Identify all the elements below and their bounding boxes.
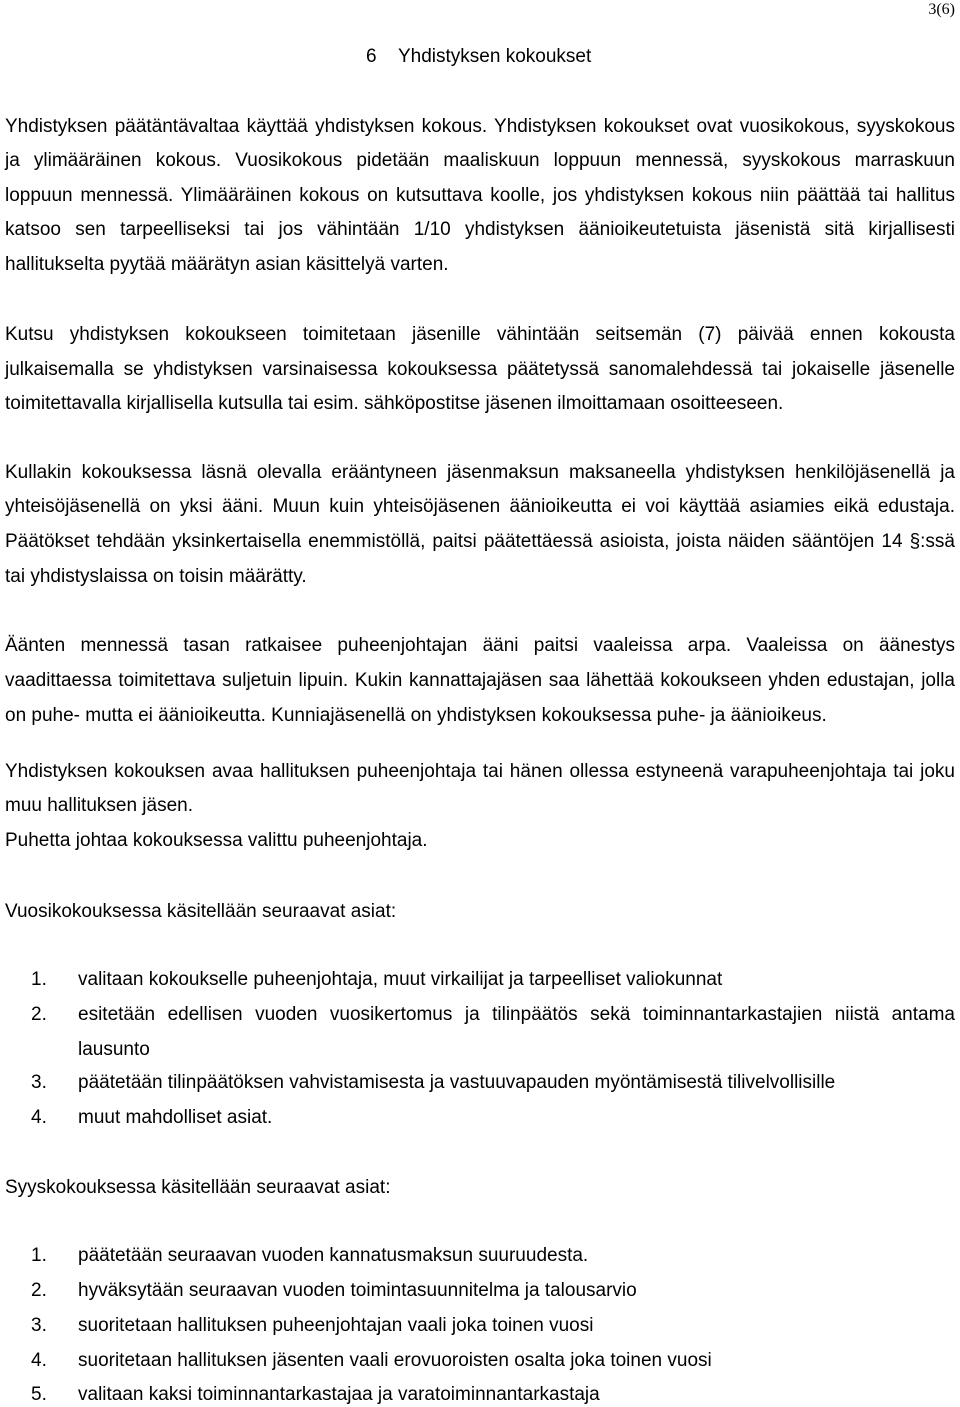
annual-item-2-text-line-2: lausunto xyxy=(78,1039,150,1060)
autumn-meeting-heading: Syyskokouksessa käsitellään seuraavat asiat: xyxy=(5,1177,391,1198)
paragraph-3-line-3: Päätökset tehdään yksinkertaisella enemmistöllä, paitsi päätettäessä asioista, joista näiden sääntöjen 14 §:ssä xyxy=(5,531,955,552)
paragraph-3-line-4: tai yhdistyslaissa on toisin määrätty. xyxy=(5,566,307,587)
annual-item-3-text: päätetään tilinpäätöksen vahvistamisesta ja vastuuvapauden myöntämisestä tilivelvollisille xyxy=(78,1072,836,1093)
paragraph-5-line-1: Yhdistyksen kokouksen avaa hallituksen puheenjohtaja tai hänen ollessa estyneenä varapuheenjohtaja tai joku xyxy=(5,761,955,782)
autumn-item-2-number: 2. xyxy=(31,1280,47,1301)
autumn-item-1-text: päätetään seuraavan vuoden kannatusmaksun suuruudesta. xyxy=(78,1245,589,1266)
section-number: 6 xyxy=(366,46,377,67)
paragraph-4-line-2: vaadittaessa toimitettava suljetuin lipuin. Kukin kannattajajäsen saa lähettää kokoukseen yhden edustajan, jolla xyxy=(5,670,955,691)
paragraph-2-line-3: toimitettavalla kirjallisella kutsulla tai esim. sähköpostitse jäsenen ilmoittamaan osoitteeseen. xyxy=(5,393,784,414)
annual-item-3-number: 3. xyxy=(31,1072,47,1093)
autumn-item-1-number: 1. xyxy=(31,1245,47,1266)
autumn-item-4-text: suoritetaan hallituksen jäsenten vaali erovuoroisten osalta joka toinen vuosi xyxy=(78,1350,712,1371)
annual-item-4-number: 4. xyxy=(31,1107,47,1128)
autumn-item-5-number: 5. xyxy=(31,1384,47,1405)
autumn-item-2-text: hyväksytään seuraavan vuoden toimintasuunnitelma ja talousarvio xyxy=(78,1280,637,1301)
annual-meeting-heading: Vuosikokouksessa käsitellään seuraavat asiat: xyxy=(5,901,397,922)
page-number: 3(6) xyxy=(928,1,955,18)
paragraph-4-line-3: on puhe- mutta ei äänioikeutta. Kunniajäsenellä on yhdistyksen kokouksessa puhe- ja äänioikeus. xyxy=(5,705,827,726)
paragraph-1-line-5: hallitukselta pyytää määrätyn asian käsittelyä varten. xyxy=(5,254,449,275)
paragraph-1-line-1: Yhdistyksen päätäntävaltaa käyttää yhdistyksen kokous. Yhdistyksen kokoukset ovat vuosikokous, syyskokous xyxy=(5,116,955,137)
paragraph-4-line-1: Äänten mennessä tasan ratkaisee puheenjohtajan ääni paitsi vaaleissa arpa. Vaaleissa on äänestys xyxy=(5,635,955,656)
annual-item-2-text-line-1: esitetään edellisen vuoden vuosikertomus ja tilinpäätös sekä toiminnantarkastajien niistä antama xyxy=(78,1004,955,1025)
annual-item-1-number: 1. xyxy=(31,969,47,990)
annual-item-1-text: valitaan kokoukselle puheenjohtaja, muut virkailijat ja tarpeelliset valiokunnat xyxy=(78,969,723,990)
paragraph-6-line-1: Puhetta johtaa kokouksessa valittu puheenjohtaja. xyxy=(5,830,428,851)
paragraph-5-line-2: muu hallituksen jäsen. xyxy=(5,795,193,816)
annual-item-4-text: muut mahdolliset asiat. xyxy=(78,1107,273,1128)
paragraph-3-line-1: Kullakin kokouksessa läsnä olevalla erääntyneen jäsenmaksun maksaneella yhdistyksen henkilöjäsenellä ja xyxy=(5,462,955,483)
autumn-item-5-text: valitaan kaksi toiminnantarkastajaa ja varatoiminnantarkastaja xyxy=(78,1384,600,1405)
paragraph-1-line-3: loppuun mennessä. Ylimääräinen kokous on kutsuttava koolle, jos yhdistyksen kokous niin päättää tai hallitus xyxy=(5,185,955,206)
autumn-item-3-number: 3. xyxy=(31,1315,47,1336)
section-title: Yhdistyksen kokoukset xyxy=(398,46,592,67)
annual-item-2-number: 2. xyxy=(31,1004,47,1025)
paragraph-2-line-2: julkaisemalla se yhdistyksen varsinaisessa kokouksessa päätetyssä sanomalehdessä tai jokaiselle jäsenelle xyxy=(5,359,955,380)
autumn-item-4-number: 4. xyxy=(31,1350,47,1371)
autumn-item-3-text: suoritetaan hallituksen puheenjohtajan vaali joka toinen vuosi xyxy=(78,1315,594,1336)
paragraph-1-line-2: ja ylimääräinen kokous. Vuosikokous pidetään maaliskuun loppuun mennessä, syyskokous marraskuun xyxy=(5,150,955,171)
paragraph-1-line-4: katsoo sen tarpeelliseksi tai jos vähintään 1/10 yhdistyksen äänioikeutetuista jäsenistä sitä kirjallisesti xyxy=(5,219,955,240)
paragraph-2-line-1: Kutsu yhdistyksen kokoukseen toimitetaan jäsenille vähintään seitsemän (7) päivää ennen kokousta xyxy=(5,324,955,345)
paragraph-3-line-2: yhteisöjäsenellä on yksi ääni. Muun kuin yhteisöjäsenen äänioikeutta ei voi käyttää asiamies eikä edustaja. xyxy=(5,496,955,517)
